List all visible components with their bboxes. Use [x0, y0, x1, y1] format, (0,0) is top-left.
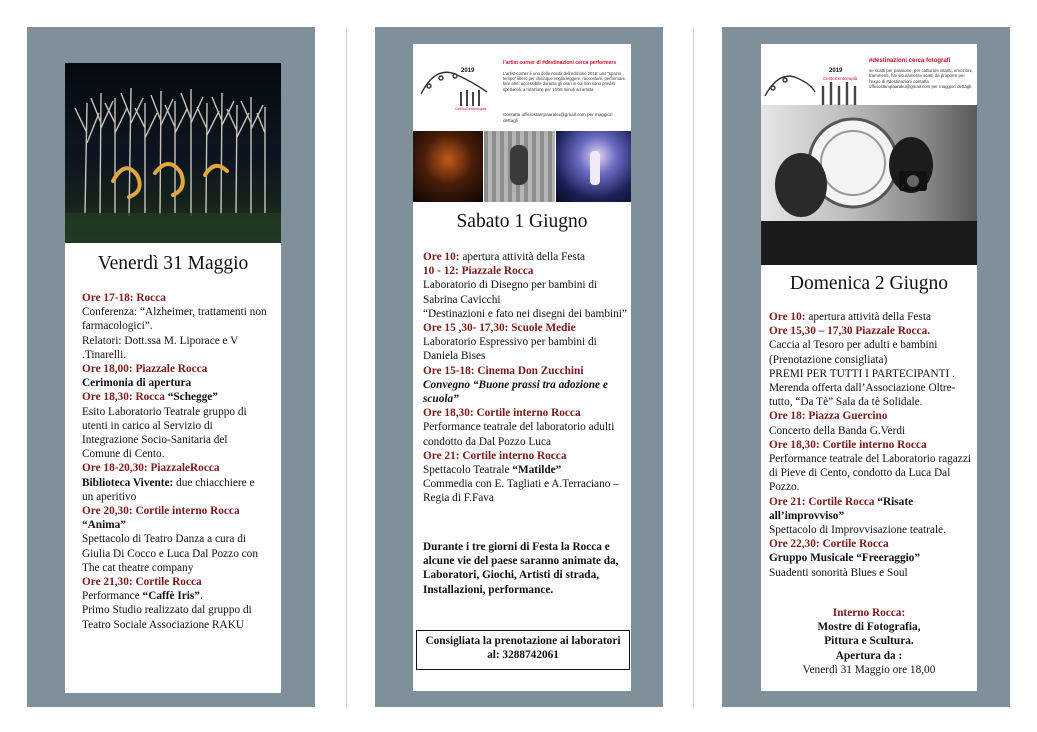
event-time: Ore 18,30: Cortile interno Rocca [423, 407, 581, 420]
promo-text: se scatti per passione, per catturare istanti, emozioni, frammenti, hai sicuramente scatti da proporre per l’expo di #destinazioni contatta ufficiostampaaraku@gmail.com per maggiori dettagli. [869, 68, 973, 90]
promo-contact: Contatta ufficiostampaaraku@gmail.com per maggiori dettagli [503, 112, 613, 123]
event-desc: Commedia con E. Tagliati e A.Terraciano – Regia di F.Fava [423, 478, 619, 505]
event-desc: Spettacolo di Teatro Danza a cura di Giulia Di Cocco e Luca Dal Pozzo con The cat theatre company [82, 533, 258, 574]
event-desc: Convegno “Buone prassi tra adozione e scuola” [423, 378, 608, 406]
event-time: Ore 20,30: Cortile interno Rocca [82, 505, 240, 518]
day-title-friday: Venerdì 31 Maggio [97, 253, 249, 274]
event-desc: Conferenza: “Alzheimer, trattamenti non farmacologici”. [82, 306, 267, 333]
day-title-sunday: Domenica 2 Giugno [789, 273, 949, 294]
event-desc: Cerimonia di apertura [82, 377, 192, 390]
fold-line [346, 28, 347, 708]
event-title: “Matilde” [512, 464, 562, 477]
event-desc: Primo Studio realizzato dal gruppo di Teatro Sociale Associazione RAKU [82, 604, 252, 631]
event-desc: apertura attività della Festa [462, 251, 585, 263]
event-list-saturday [423, 250, 627, 506]
exhibit-line: Pittura e Scultura. [824, 635, 914, 648]
event-time: Ore 18,30: Rocca [82, 391, 168, 404]
day-title-saturday: Sabato 1 Giugno [456, 211, 588, 232]
event-desc: due chiacchiere e un aperitivo [82, 476, 255, 503]
photographers-image [761, 105, 977, 265]
performer-image-guitarist [484, 131, 555, 202]
event-desc: apertura attività della Festa [808, 311, 931, 323]
event-title: “Risate all’improvviso” [769, 495, 914, 522]
event-desc: Concerto della Banda G.Verdi [769, 424, 906, 437]
promo-text: L’artist-corner è uno delle novità dell’edizione 2019: uno “spazio tempo” libero per chiunque voglia leggere, raccontare, performare, fare arte; accessibile durante gli orari in cui non sono previsti spettacoli, a rotazione per 10/15 minuti ad artista. [503, 71, 627, 92]
event-desc: Caccia al Tesoro per adulti e bambini (Prenotazione consigliata) [769, 339, 938, 366]
event-desc: “Destinazioni e fato nei disegni dei bambini” [423, 307, 627, 320]
exhibit-line: Mostre di Fotografia, [817, 621, 921, 634]
panel-friday-card [65, 63, 281, 693]
logo-name: CentoCentoeuplà [823, 76, 858, 81]
festival-logo [415, 62, 495, 112]
festival-note: Durante i tre giorni di Festa la Rocca e alcune vie del paese saranno animate da, Laboratori, Giochi, Artisti di strada, Installazioni, performance. [423, 541, 619, 596]
event-desc: Relatori: Dott.ssa M. Liporace e V .Tinarelli. [82, 334, 239, 361]
event-time: 10 - 12: Piazzale Rocca [423, 265, 534, 278]
panel-friday [27, 27, 315, 707]
event-time: Ore 10: [769, 311, 809, 323]
promo-title: #destinazioni cerca fotografi [869, 58, 951, 64]
event-time: Ore 18: Piazza Guercino [769, 410, 888, 423]
event-title: “Anima” [82, 519, 126, 532]
booking-box: Consigliata la prenotazione ai laboratori al: 3288742061 [416, 630, 630, 670]
event-desc: Esito Laboratorio Teatrale gruppo di utenti in carico al Servizio di Integrazione Socio-Sanitaria del Comune di Cento. [82, 405, 247, 461]
exhibit-block [761, 606, 977, 677]
event-desc: Performance teatrale del laboratorio adulti condotto da Dal Pozzo Luca [423, 421, 615, 448]
event-list-friday [82, 291, 268, 632]
fold-line [693, 28, 694, 708]
event-time: Ore 18,00: Piazzale Rocca [82, 363, 208, 376]
exhibit-open-label: Apertura da : [835, 649, 903, 662]
event-desc: PREMI PER TUTTI I PARTECIPANTI . [769, 367, 955, 380]
panel-sunday-card [761, 44, 977, 691]
event-desc: Laboratorio di Disegno per bambini di Sabrina Cavicchi [423, 279, 598, 306]
event-desc: Performance teatrale del Laboratorio ragazzi di Pieve di Cento, condotto da Luca Dal Pozzo. [769, 453, 971, 494]
forest-art-icon [65, 63, 281, 243]
event-desc: Suadenti sonorità Blues e Soul [769, 566, 908, 579]
event-time: Ore 22,30: Cortile Rocca [769, 538, 889, 551]
event-desc: Spettacolo Teatrale [423, 464, 513, 477]
logo-icon [415, 62, 495, 112]
performer-image-fire [413, 131, 483, 202]
event-time: Ore 21: Cortile Rocca [769, 495, 878, 508]
forest-installation-image [65, 63, 281, 243]
event-title: Gruppo Musicale “Freeraggio” [769, 552, 921, 565]
panel-saturday-card [413, 44, 631, 691]
exhibit-open-date: Venerdì 31 Maggio ore 18,00 [802, 663, 936, 676]
event-desc: Spettacolo di Improvvisazione teatrale. [769, 524, 946, 537]
event-time: Ore 15,30 – 17,30 Piazzale Rocca. [769, 325, 931, 338]
event-desc: Performance [82, 590, 143, 603]
promo-title: l’artist corner di #destinazioni cerca performers [503, 60, 617, 66]
event-title: “Schegge” [167, 391, 218, 404]
event-desc: . [199, 590, 203, 603]
event-title: Biblioteca Vivente: [82, 476, 174, 489]
camera-icon [761, 105, 977, 265]
event-title: “Caffè Iris” [142, 590, 200, 603]
event-time: Ore 21: Cortile interno Rocca [423, 449, 567, 462]
logo-year: 2019 [461, 68, 475, 74]
logo-year: 2019 [829, 68, 843, 74]
event-time: Ore 18,30: Cortile interno Rocca [769, 438, 927, 451]
event-time: Ore 17-18: Rocca [82, 292, 166, 304]
panel-saturday [375, 27, 663, 707]
panel-sunday [722, 27, 1010, 707]
event-time: Ore 21,30: Cortile Rocca [82, 576, 202, 589]
event-list-sunday [769, 310, 973, 580]
event-time: Ore 10: [423, 251, 463, 263]
event-time: Ore 18-20,30: PiazzaleRocca [82, 462, 220, 475]
event-desc: Merenda offerta dall’Associazione Oltre-tutto, “Da Tè” Sala da tè Solidale. [769, 382, 956, 409]
logo-name: CentoCentoeuplà [455, 106, 487, 111]
performer-image-dancer [556, 131, 631, 202]
event-time: Ore 15 ,30- 17,30: Scuole Medie [423, 322, 576, 335]
exhibit-title: Interno Rocca: [832, 607, 906, 619]
event-desc: Laboratorio Espressivo per bambini di Daniela Bises [423, 336, 597, 363]
event-time: Ore 15-18: Cinema Don Zucchini [423, 364, 584, 377]
